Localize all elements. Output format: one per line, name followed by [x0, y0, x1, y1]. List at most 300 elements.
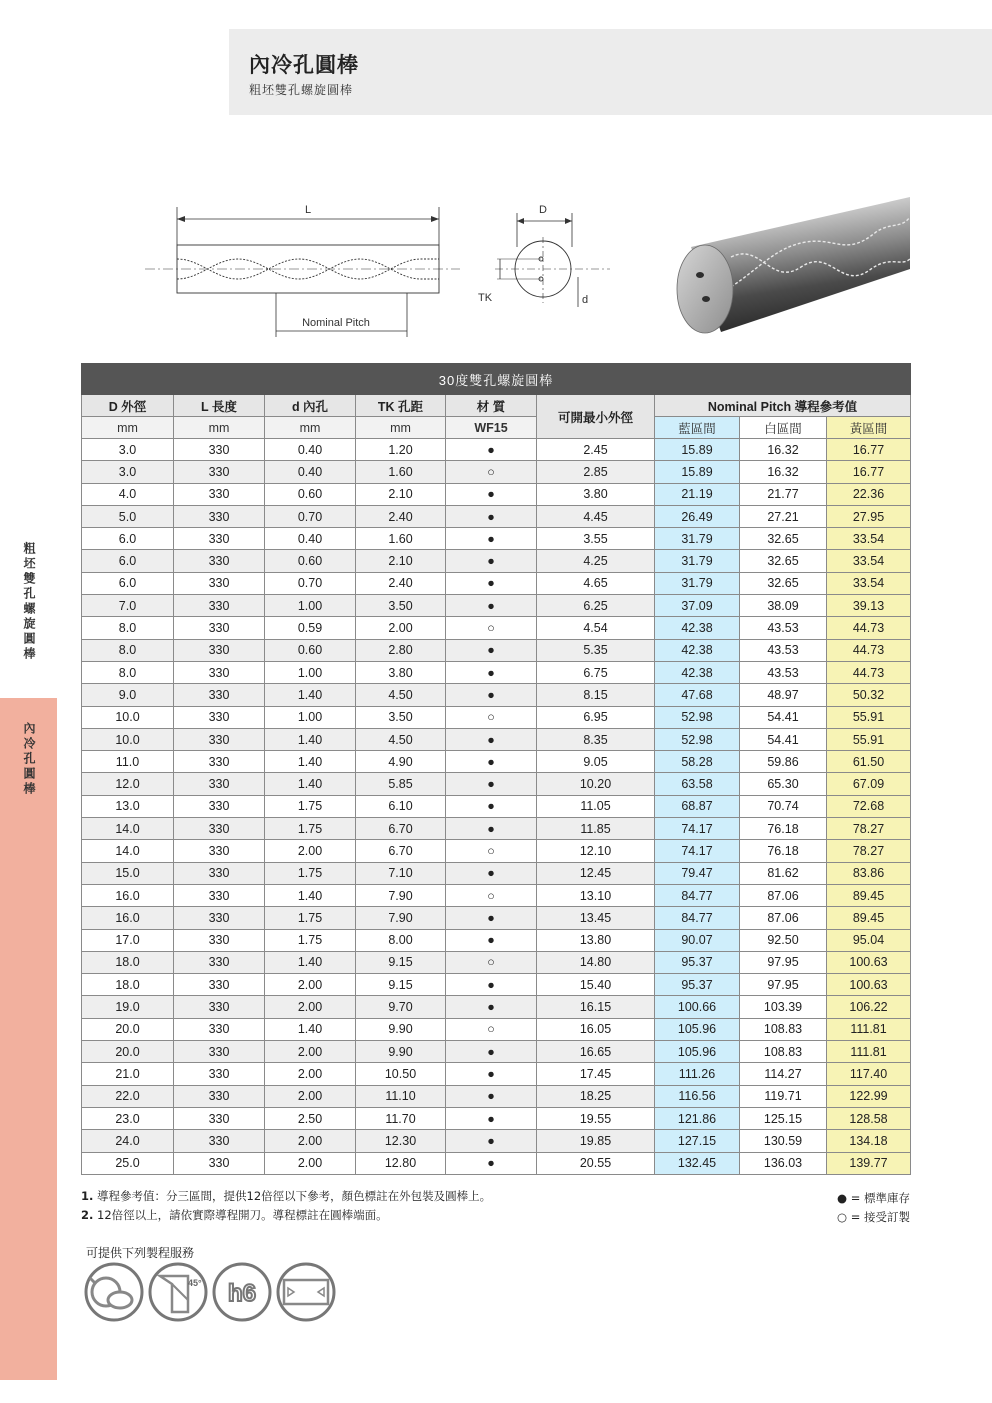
- cell-tk: 7.90: [356, 884, 446, 906]
- cell-tk: 4.90: [356, 751, 446, 773]
- cell-min-dia: 8.35: [537, 728, 655, 750]
- cell-pitch-blue: 52.98: [655, 706, 740, 728]
- cell-pitch-blue: 63.58: [655, 773, 740, 795]
- cell-pitch-white: 43.53: [740, 617, 827, 639]
- table-row: [82, 996, 911, 1018]
- cell-tk: 2.10: [356, 550, 446, 572]
- cell-pitch-yellow: 39.13: [827, 595, 911, 617]
- cell-length: 330: [174, 505, 265, 527]
- cell-min-dia: 15.40: [537, 974, 655, 996]
- cell-length: 330: [174, 1018, 265, 1040]
- cell-length: 330: [174, 728, 265, 750]
- cell-d-inner: 1.00: [265, 661, 356, 683]
- cell-d-outer: 12.0: [82, 773, 174, 795]
- cell-pitch-white: 130.59: [740, 1130, 827, 1152]
- cell-pitch-white: 92.50: [740, 929, 827, 951]
- cell-material-mark: ●: [446, 1152, 537, 1174]
- cell-tk: 10.50: [356, 1063, 446, 1085]
- cell-min-dia: 3.55: [537, 528, 655, 550]
- cell-material-mark: ○: [446, 617, 537, 639]
- cell-pitch-yellow: 16.77: [827, 439, 911, 461]
- cell-pitch-white: 59.86: [740, 751, 827, 773]
- cell-pitch-yellow: 95.04: [827, 929, 911, 951]
- spec-table: [81, 363, 911, 1175]
- cell-pitch-yellow: 100.63: [827, 951, 911, 973]
- cell-material-mark: ○: [446, 951, 537, 973]
- cell-min-dia: 12.45: [537, 862, 655, 884]
- cell-length: 330: [174, 751, 265, 773]
- cell-pitch-blue: 84.77: [655, 907, 740, 929]
- cell-d-outer: 11.0: [82, 751, 174, 773]
- cell-pitch-blue: 111.26: [655, 1063, 740, 1085]
- cell-d-outer: 18.0: [82, 951, 174, 973]
- cell-material-mark: ●: [446, 439, 537, 461]
- cell-pitch-yellow: 55.91: [827, 728, 911, 750]
- cell-d-outer: 6.0: [82, 528, 174, 550]
- cell-length: 330: [174, 818, 265, 840]
- cell-d-inner: 2.00: [265, 1152, 356, 1174]
- services-title: 可提供下列製程服務: [86, 1246, 195, 1260]
- cell-d-inner: 2.00: [265, 1063, 356, 1085]
- cell-min-dia: 19.55: [537, 1107, 655, 1129]
- cell-pitch-blue: 105.96: [655, 1018, 740, 1040]
- cell-d-inner: 0.59: [265, 617, 356, 639]
- cell-length: 330: [174, 907, 265, 929]
- cell-tk: 9.90: [356, 1018, 446, 1040]
- cell-tk: 4.50: [356, 684, 446, 706]
- cell-material-mark: ●: [446, 550, 537, 572]
- unit-tk: mm: [356, 417, 446, 439]
- sidebar-item-rough-twin-helix[interactable]: [0, 540, 57, 698]
- cell-pitch-white: 21.77: [740, 483, 827, 505]
- rod-photo: [651, 197, 910, 342]
- cell-pitch-blue: 31.79: [655, 528, 740, 550]
- table-row: [82, 639, 911, 661]
- cell-tk: 1.20: [356, 439, 446, 461]
- cell-pitch-yellow: 55.91: [827, 706, 911, 728]
- cell-min-dia: 6.95: [537, 706, 655, 728]
- cell-tk: 9.15: [356, 974, 446, 996]
- cell-pitch-yellow: 44.73: [827, 639, 911, 661]
- cell-tk: 3.80: [356, 661, 446, 683]
- cell-material-mark: ○: [446, 840, 537, 862]
- cell-pitch-yellow: 106.22: [827, 996, 911, 1018]
- cell-length: 330: [174, 528, 265, 550]
- cell-pitch-blue: 127.15: [655, 1130, 740, 1152]
- cell-material-mark: ●: [446, 505, 537, 527]
- tolerance-icon: [214, 1264, 270, 1320]
- cell-tk: 7.90: [356, 907, 446, 929]
- cell-length: 330: [174, 617, 265, 639]
- cell-d-inner: 0.70: [265, 505, 356, 527]
- page-title: 內冷孔圓棒: [249, 53, 359, 77]
- cell-tk: 11.70: [356, 1107, 446, 1129]
- cell-pitch-yellow: 61.50: [827, 751, 911, 773]
- cell-d-outer: 16.0: [82, 907, 174, 929]
- cell-length: 330: [174, 996, 265, 1018]
- table-row: [82, 550, 911, 572]
- cell-d-outer: 17.0: [82, 929, 174, 951]
- unit-d-outer: mm: [82, 417, 174, 439]
- table-row: [82, 951, 911, 973]
- note-item: 2. 12倍徑以上，請依實際導程開刀。導程標註在圓棒端面。: [81, 1208, 388, 1222]
- cell-length: 330: [174, 461, 265, 483]
- page-subtitle: 粗坯雙孔螺旋圓棒: [249, 83, 354, 97]
- cell-d-inner: 1.75: [265, 795, 356, 817]
- cell-material-mark: ○: [446, 461, 537, 483]
- svg-text:45°: 45°: [188, 1278, 202, 1288]
- cell-pitch-blue: 15.89: [655, 439, 740, 461]
- cell-pitch-white: 81.62: [740, 862, 827, 884]
- cell-pitch-blue: 15.89: [655, 461, 740, 483]
- cell-min-dia: 6.25: [537, 595, 655, 617]
- grinding-icon: [86, 1264, 142, 1320]
- rod-technical-drawing: [140, 195, 620, 345]
- cell-tk: 3.50: [356, 595, 446, 617]
- cell-tk: 2.00: [356, 617, 446, 639]
- cell-d-outer: 20.0: [82, 1041, 174, 1063]
- cell-d-outer: 3.0: [82, 439, 174, 461]
- sidebar-item-label: 粗坯雙孔螺旋圓棒: [22, 542, 36, 662]
- cell-pitch-blue: 90.07: [655, 929, 740, 951]
- cell-d-outer: 7.0: [82, 595, 174, 617]
- cell-tk: 5.85: [356, 773, 446, 795]
- legend-standard-stock: ● = 標準庫存: [837, 1191, 910, 1205]
- pitch-label: Nominal Pitch: [302, 317, 370, 329]
- cell-pitch-blue: 42.38: [655, 617, 740, 639]
- cell-length: 330: [174, 572, 265, 594]
- cell-length: 330: [174, 1107, 265, 1129]
- table-body: [82, 439, 911, 1175]
- cell-length: 330: [174, 974, 265, 996]
- col-header-material: 材 質: [446, 395, 537, 417]
- chamfer-icon: [150, 1264, 206, 1320]
- cell-length: 330: [174, 1063, 265, 1085]
- cell-d-outer: 23.0: [82, 1107, 174, 1129]
- cell-min-dia: 13.45: [537, 907, 655, 929]
- cell-pitch-white: 108.83: [740, 1041, 827, 1063]
- cell-pitch-white: 32.65: [740, 550, 827, 572]
- cell-tk: 1.60: [356, 461, 446, 483]
- cell-pitch-white: 76.18: [740, 840, 827, 862]
- cell-material-mark: ●: [446, 661, 537, 683]
- table-row: [82, 907, 911, 929]
- cell-tk: 8.00: [356, 929, 446, 951]
- cell-pitch-blue: 100.66: [655, 996, 740, 1018]
- table-row: [82, 706, 911, 728]
- cell-pitch-white: 119.71: [740, 1085, 827, 1107]
- cell-d-inner: 1.75: [265, 818, 356, 840]
- table-row: [82, 862, 911, 884]
- cell-pitch-white: 70.74: [740, 795, 827, 817]
- cell-d-inner: 1.75: [265, 907, 356, 929]
- cell-pitch-white: 97.95: [740, 951, 827, 973]
- cell-d-outer: 20.0: [82, 1018, 174, 1040]
- cell-min-dia: 18.25: [537, 1085, 655, 1107]
- table-row: [82, 1018, 911, 1040]
- cell-pitch-yellow: 89.45: [827, 884, 911, 906]
- cell-d-inner: 1.40: [265, 728, 356, 750]
- table-row: [82, 528, 911, 550]
- cell-material-mark: ●: [446, 1130, 537, 1152]
- d-label: d: [582, 294, 589, 306]
- cell-tk: 3.50: [356, 706, 446, 728]
- cell-min-dia: 10.20: [537, 773, 655, 795]
- table-row: [82, 818, 911, 840]
- cell-min-dia: 8.15: [537, 684, 655, 706]
- cell-d-outer: 5.0: [82, 505, 174, 527]
- cell-material-mark: ●: [446, 595, 537, 617]
- cell-material-mark: ●: [446, 1063, 537, 1085]
- cell-pitch-white: 32.65: [740, 528, 827, 550]
- cell-pitch-yellow: 78.27: [827, 818, 911, 840]
- cell-min-dia: 4.45: [537, 505, 655, 527]
- cell-tk: 9.70: [356, 996, 446, 1018]
- diameter-label: D: [539, 204, 547, 216]
- table-row: [82, 1063, 911, 1085]
- zone-white-header: 白區間: [740, 417, 827, 439]
- cell-pitch-blue: 74.17: [655, 840, 740, 862]
- cell-min-dia: 19.85: [537, 1130, 655, 1152]
- cell-pitch-yellow: 78.27: [827, 840, 911, 862]
- table-row: [82, 1041, 911, 1063]
- cell-d-outer: 15.0: [82, 862, 174, 884]
- col-header-d-inner: d 內孔: [265, 395, 356, 417]
- cell-material-mark: ●: [446, 728, 537, 750]
- cell-tk: 1.60: [356, 528, 446, 550]
- unit-length: mm: [174, 417, 265, 439]
- cell-pitch-white: 87.06: [740, 884, 827, 906]
- cell-min-dia: 11.85: [537, 818, 655, 840]
- cell-tk: 2.80: [356, 639, 446, 661]
- cell-pitch-white: 103.39: [740, 996, 827, 1018]
- cell-pitch-yellow: 67.09: [827, 773, 911, 795]
- sidebar: [0, 0, 57, 1380]
- cell-tk: 9.15: [356, 951, 446, 973]
- cell-material-mark: ○: [446, 884, 537, 906]
- cell-min-dia: 13.10: [537, 884, 655, 906]
- cell-min-dia: 17.45: [537, 1063, 655, 1085]
- cell-tk: 7.10: [356, 862, 446, 884]
- cell-pitch-yellow: 33.54: [827, 550, 911, 572]
- cell-pitch-yellow: 44.73: [827, 617, 911, 639]
- cell-pitch-white: 54.41: [740, 706, 827, 728]
- table-row: [82, 461, 911, 483]
- cell-material-mark: ●: [446, 818, 537, 840]
- cell-pitch-yellow: 33.54: [827, 528, 911, 550]
- table-row: [82, 773, 911, 795]
- cell-d-outer: 10.0: [82, 706, 174, 728]
- cell-tk: 11.10: [356, 1085, 446, 1107]
- cell-material-mark: ●: [446, 1107, 537, 1129]
- cell-d-outer: 24.0: [82, 1130, 174, 1152]
- cell-d-inner: 2.00: [265, 1130, 356, 1152]
- cell-d-inner: 2.00: [265, 1041, 356, 1063]
- cell-length: 330: [174, 706, 265, 728]
- cell-tk: 6.70: [356, 818, 446, 840]
- cell-min-dia: 9.05: [537, 751, 655, 773]
- col-header-d-outer: D 外徑: [82, 395, 174, 417]
- cell-d-inner: 2.00: [265, 1085, 356, 1107]
- cell-pitch-blue: 37.09: [655, 595, 740, 617]
- cell-d-outer: 8.0: [82, 617, 174, 639]
- cell-pitch-blue: 47.68: [655, 684, 740, 706]
- page-header: [229, 29, 992, 115]
- svg-text:h6: h6: [227, 1280, 257, 1307]
- cell-pitch-yellow: 128.58: [827, 1107, 911, 1129]
- cell-pitch-white: 97.95: [740, 974, 827, 996]
- cell-pitch-white: 87.06: [740, 907, 827, 929]
- table-row: [82, 439, 911, 461]
- cell-d-inner: 1.40: [265, 884, 356, 906]
- cell-pitch-blue: 121.86: [655, 1107, 740, 1129]
- cell-pitch-yellow: 16.77: [827, 461, 911, 483]
- length-label: L: [304, 204, 312, 216]
- cell-length: 330: [174, 840, 265, 862]
- cell-tk: 2.40: [356, 572, 446, 594]
- cell-pitch-blue: 79.47: [655, 862, 740, 884]
- cell-d-outer: 3.0: [82, 461, 174, 483]
- cell-pitch-blue: 95.37: [655, 974, 740, 996]
- sidebar-item-label: 內冷孔圓棒: [22, 722, 36, 797]
- table-row: [82, 974, 911, 996]
- zone-yellow-header: 黃區間: [827, 417, 911, 439]
- cell-d-outer: 18.0: [82, 974, 174, 996]
- cell-min-dia: 20.55: [537, 1152, 655, 1174]
- cutting-icon: [278, 1264, 334, 1320]
- cell-length: 330: [174, 1152, 265, 1174]
- legend-made-to-order: ○ = 接受訂製: [837, 1210, 910, 1224]
- cell-pitch-white: 32.65: [740, 572, 827, 594]
- table-row: [82, 483, 911, 505]
- cell-pitch-white: 43.53: [740, 661, 827, 683]
- cell-d-outer: 13.0: [82, 795, 174, 817]
- table-row: [82, 751, 911, 773]
- cell-pitch-white: 65.30: [740, 773, 827, 795]
- cell-pitch-blue: 105.96: [655, 1041, 740, 1063]
- cell-pitch-yellow: 22.36: [827, 483, 911, 505]
- cell-length: 330: [174, 684, 265, 706]
- cell-length: 330: [174, 439, 265, 461]
- cell-length: 330: [174, 1130, 265, 1152]
- cell-pitch-blue: 42.38: [655, 661, 740, 683]
- cell-material-mark: ●: [446, 795, 537, 817]
- col-header-min-dia: 可開最小外徑: [537, 395, 655, 439]
- cell-min-dia: 6.75: [537, 661, 655, 683]
- cell-pitch-yellow: 72.68: [827, 795, 911, 817]
- table-caption: 30度雙孔螺旋圓棒: [82, 364, 911, 395]
- cell-material-mark: ●: [446, 974, 537, 996]
- cell-length: 330: [174, 951, 265, 973]
- material-grade: WF15: [446, 417, 537, 439]
- cell-pitch-white: 16.32: [740, 439, 827, 461]
- cell-material-mark: ○: [446, 706, 537, 728]
- cell-d-inner: 2.00: [265, 996, 356, 1018]
- cell-pitch-yellow: 50.32: [827, 684, 911, 706]
- cell-material-mark: ●: [446, 907, 537, 929]
- cell-pitch-yellow: 111.81: [827, 1041, 911, 1063]
- cell-d-inner: 2.00: [265, 840, 356, 862]
- cell-min-dia: 2.45: [537, 439, 655, 461]
- cell-d-inner: 2.50: [265, 1107, 356, 1129]
- cell-tk: 4.50: [356, 728, 446, 750]
- cell-pitch-blue: 68.87: [655, 795, 740, 817]
- cell-d-inner: 0.40: [265, 439, 356, 461]
- cell-min-dia: 3.80: [537, 483, 655, 505]
- cell-d-outer: 4.0: [82, 483, 174, 505]
- cell-d-outer: 21.0: [82, 1063, 174, 1085]
- cell-pitch-yellow: 89.45: [827, 907, 911, 929]
- cell-pitch-white: 76.18: [740, 818, 827, 840]
- cell-min-dia: 16.15: [537, 996, 655, 1018]
- cell-min-dia: 12.10: [537, 840, 655, 862]
- cell-pitch-white: 38.09: [740, 595, 827, 617]
- table-row: [82, 595, 911, 617]
- cell-material-mark: ●: [446, 1041, 537, 1063]
- cell-d-inner: 2.00: [265, 974, 356, 996]
- table-row: [82, 661, 911, 683]
- cell-min-dia: 4.65: [537, 572, 655, 594]
- table-row: [82, 505, 911, 527]
- note-item: 1. 導程參考值：分三區間，提供12倍徑以下參考，顏色標註在外包裝及圓棒上。: [81, 1189, 492, 1203]
- cell-material-mark: ●: [446, 572, 537, 594]
- cell-d-inner: 1.00: [265, 706, 356, 728]
- table-row: [82, 1085, 911, 1107]
- cell-pitch-yellow: 33.54: [827, 572, 911, 594]
- cell-length: 330: [174, 929, 265, 951]
- cell-d-outer: 6.0: [82, 550, 174, 572]
- cell-pitch-white: 16.32: [740, 461, 827, 483]
- cell-pitch-white: 125.15: [740, 1107, 827, 1129]
- cell-d-outer: 14.0: [82, 840, 174, 862]
- cell-length: 330: [174, 884, 265, 906]
- cell-pitch-white: 48.97: [740, 684, 827, 706]
- cell-pitch-blue: 84.77: [655, 884, 740, 906]
- cell-tk: 6.70: [356, 840, 446, 862]
- sidebar-item-coolant-rod[interactable]: [0, 698, 57, 1380]
- cell-min-dia: 2.85: [537, 461, 655, 483]
- cell-material-mark: ●: [446, 1085, 537, 1107]
- cell-length: 330: [174, 1041, 265, 1063]
- cell-pitch-blue: 31.79: [655, 572, 740, 594]
- cell-pitch-blue: 58.28: [655, 751, 740, 773]
- cell-material-mark: ●: [446, 929, 537, 951]
- cell-d-outer: 8.0: [82, 661, 174, 683]
- cell-tk: 6.10: [356, 795, 446, 817]
- cell-material-mark: ●: [446, 751, 537, 773]
- cell-d-outer: 6.0: [82, 572, 174, 594]
- table-row: [82, 1152, 911, 1174]
- cell-d-inner: 0.40: [265, 461, 356, 483]
- cell-material-mark: ●: [446, 639, 537, 661]
- cell-d-outer: 9.0: [82, 684, 174, 706]
- cell-pitch-yellow: 111.81: [827, 1018, 911, 1040]
- cell-pitch-blue: 21.19: [655, 483, 740, 505]
- cell-d-inner: 1.40: [265, 1018, 356, 1040]
- cell-min-dia: 16.05: [537, 1018, 655, 1040]
- cell-d-inner: 1.00: [265, 595, 356, 617]
- cell-min-dia: 16.65: [537, 1041, 655, 1063]
- cell-pitch-yellow: 117.40: [827, 1063, 911, 1085]
- cell-material-mark: ●: [446, 528, 537, 550]
- cell-pitch-yellow: 83.86: [827, 862, 911, 884]
- cell-pitch-yellow: 122.99: [827, 1085, 911, 1107]
- cell-d-inner: 0.60: [265, 483, 356, 505]
- cell-min-dia: 14.80: [537, 951, 655, 973]
- cell-min-dia: 4.25: [537, 550, 655, 572]
- table-row: [82, 1107, 911, 1129]
- table-row: [82, 795, 911, 817]
